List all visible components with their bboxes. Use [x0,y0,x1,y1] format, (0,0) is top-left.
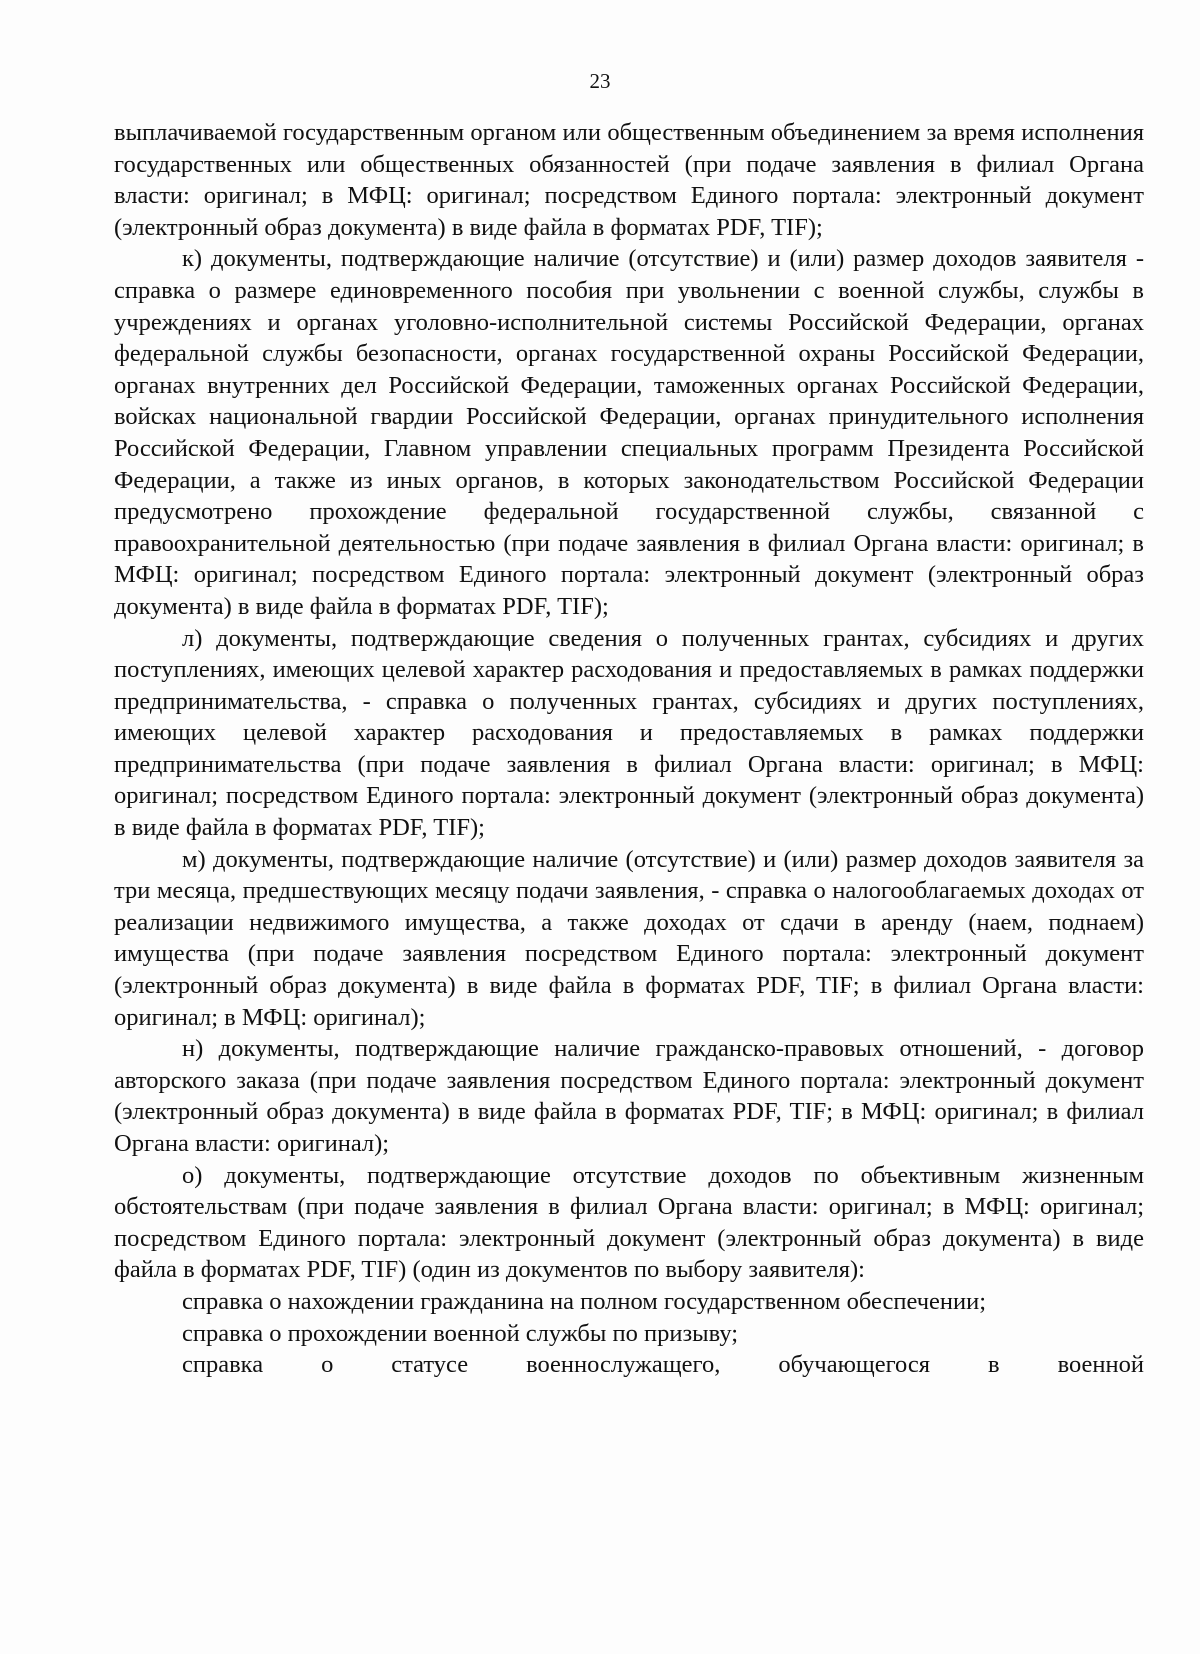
paragraph-k: к) документы, подтверждающие наличие (отсутствие) и (или) размер доходов заявителя - справка о размере единовременного пособия при увольнении с военной службы, службы в учреждениях и органах уголовно-исполнительной системы Российской Федерации, органах федеральной службы безопасности, органах государственной охраны Российской Федерации, органах внутренних дел Российской Федерации, таможенных органах Российской Федерации, войсках национальной гвардии Российской Федерации, органах принудительного исполнения Российской Федерации, Главном управлении специальных программ Президента Российской Федерации, а также из иных органов, в которых законодательством Российской Федерации предусмотрено прохождение федеральной государственной службы, связанной с правоохранительной деятельностью (при подаче заявления в филиал Органа власти: оригинал; в МФЦ: оригинал; посредством Единого портала: электронный документ (электронный образ документа) в виде файла в форматах PDF, TIF); [114,245,1144,620]
paragraph-l: л) документы, подтверждающие сведения о полученных грантах, субсидиях и других поступлениях, имеющих целевой характер расходования и предоставляемых в рамках поддержки предпринимательства, - справка о полученных грантах, субсидиях и других поступлениях, имеющих целевой характер расходования и предоставляемых в рамках поддержки предпринимательства (при подаче заявления в филиал Органа власти: оригинал; в МФЦ: оригинал; посредством Единого портала: электронный документ (электронный образ документа) в виде файла в форматах PDF, TIF); [114,624,1144,842]
paragraph-continuation: выплачиваемой государственным органом или общественным объединением за время исполнения государственных или общественных обязанностей (при подаче заявления в филиал Органа власти: оригинал; в МФЦ: оригинал; посредством Единого портала: электронный документ (электронный образ документа) в виде файла в форматах PDF, TIF); [114,119,1144,241]
list-item-serviceman-status: справка о статусе военнослужащего, обучающегося в военной [182,1351,1144,1379]
list-item-military-conscription: справка о прохождении военной службы по призыву; [182,1319,739,1347]
page-number: 23 [589,69,611,93]
paragraph-n: н) документы, подтверждающие наличие гражданско-правовых отношений, - договор авторского заказа (при подаче заявления посредством Единого портала: электронный документ (электронный образ документа) в виде файла в форматах PDF, TIF; в МФЦ: оригинал; в филиал Органа власти: оригинал); [114,1035,1144,1157]
document-body [114,117,1144,1381]
paragraph-o: о) документы, подтверждающие отсутствие доходов по объективным жизненным обстоятельствам (при подаче заявления в филиал Органа власти: оригинал; в МФЦ: оригинал; посредством Единого портала: электронный документ (электронный образ документа) в виде файла в форматах PDF, TIF) (один из документов по выбору заявителя): [114,1161,1144,1284]
list-item-full-state-support: справка о нахождении гражданина на полном государственном обеспечении; [182,1287,987,1315]
paragraph-m: м) документы, подтверждающие наличие (отсутствие) и (или) размер доходов заявителя за три месяца, предшествующих месяцу подачи заявления, - справка о налогооблагаемых доходах от реализации недвижимого имущества, а также доходах от сдачи в аренду (наем, поднаем) имущества (при подаче заявления посредством Единого портала: электронный документ (электронный образ документа) в виде файла в форматах PDF, TIF; в филиал Органа власти: оригинал; в МФЦ: оригинал); [114,845,1144,1031]
